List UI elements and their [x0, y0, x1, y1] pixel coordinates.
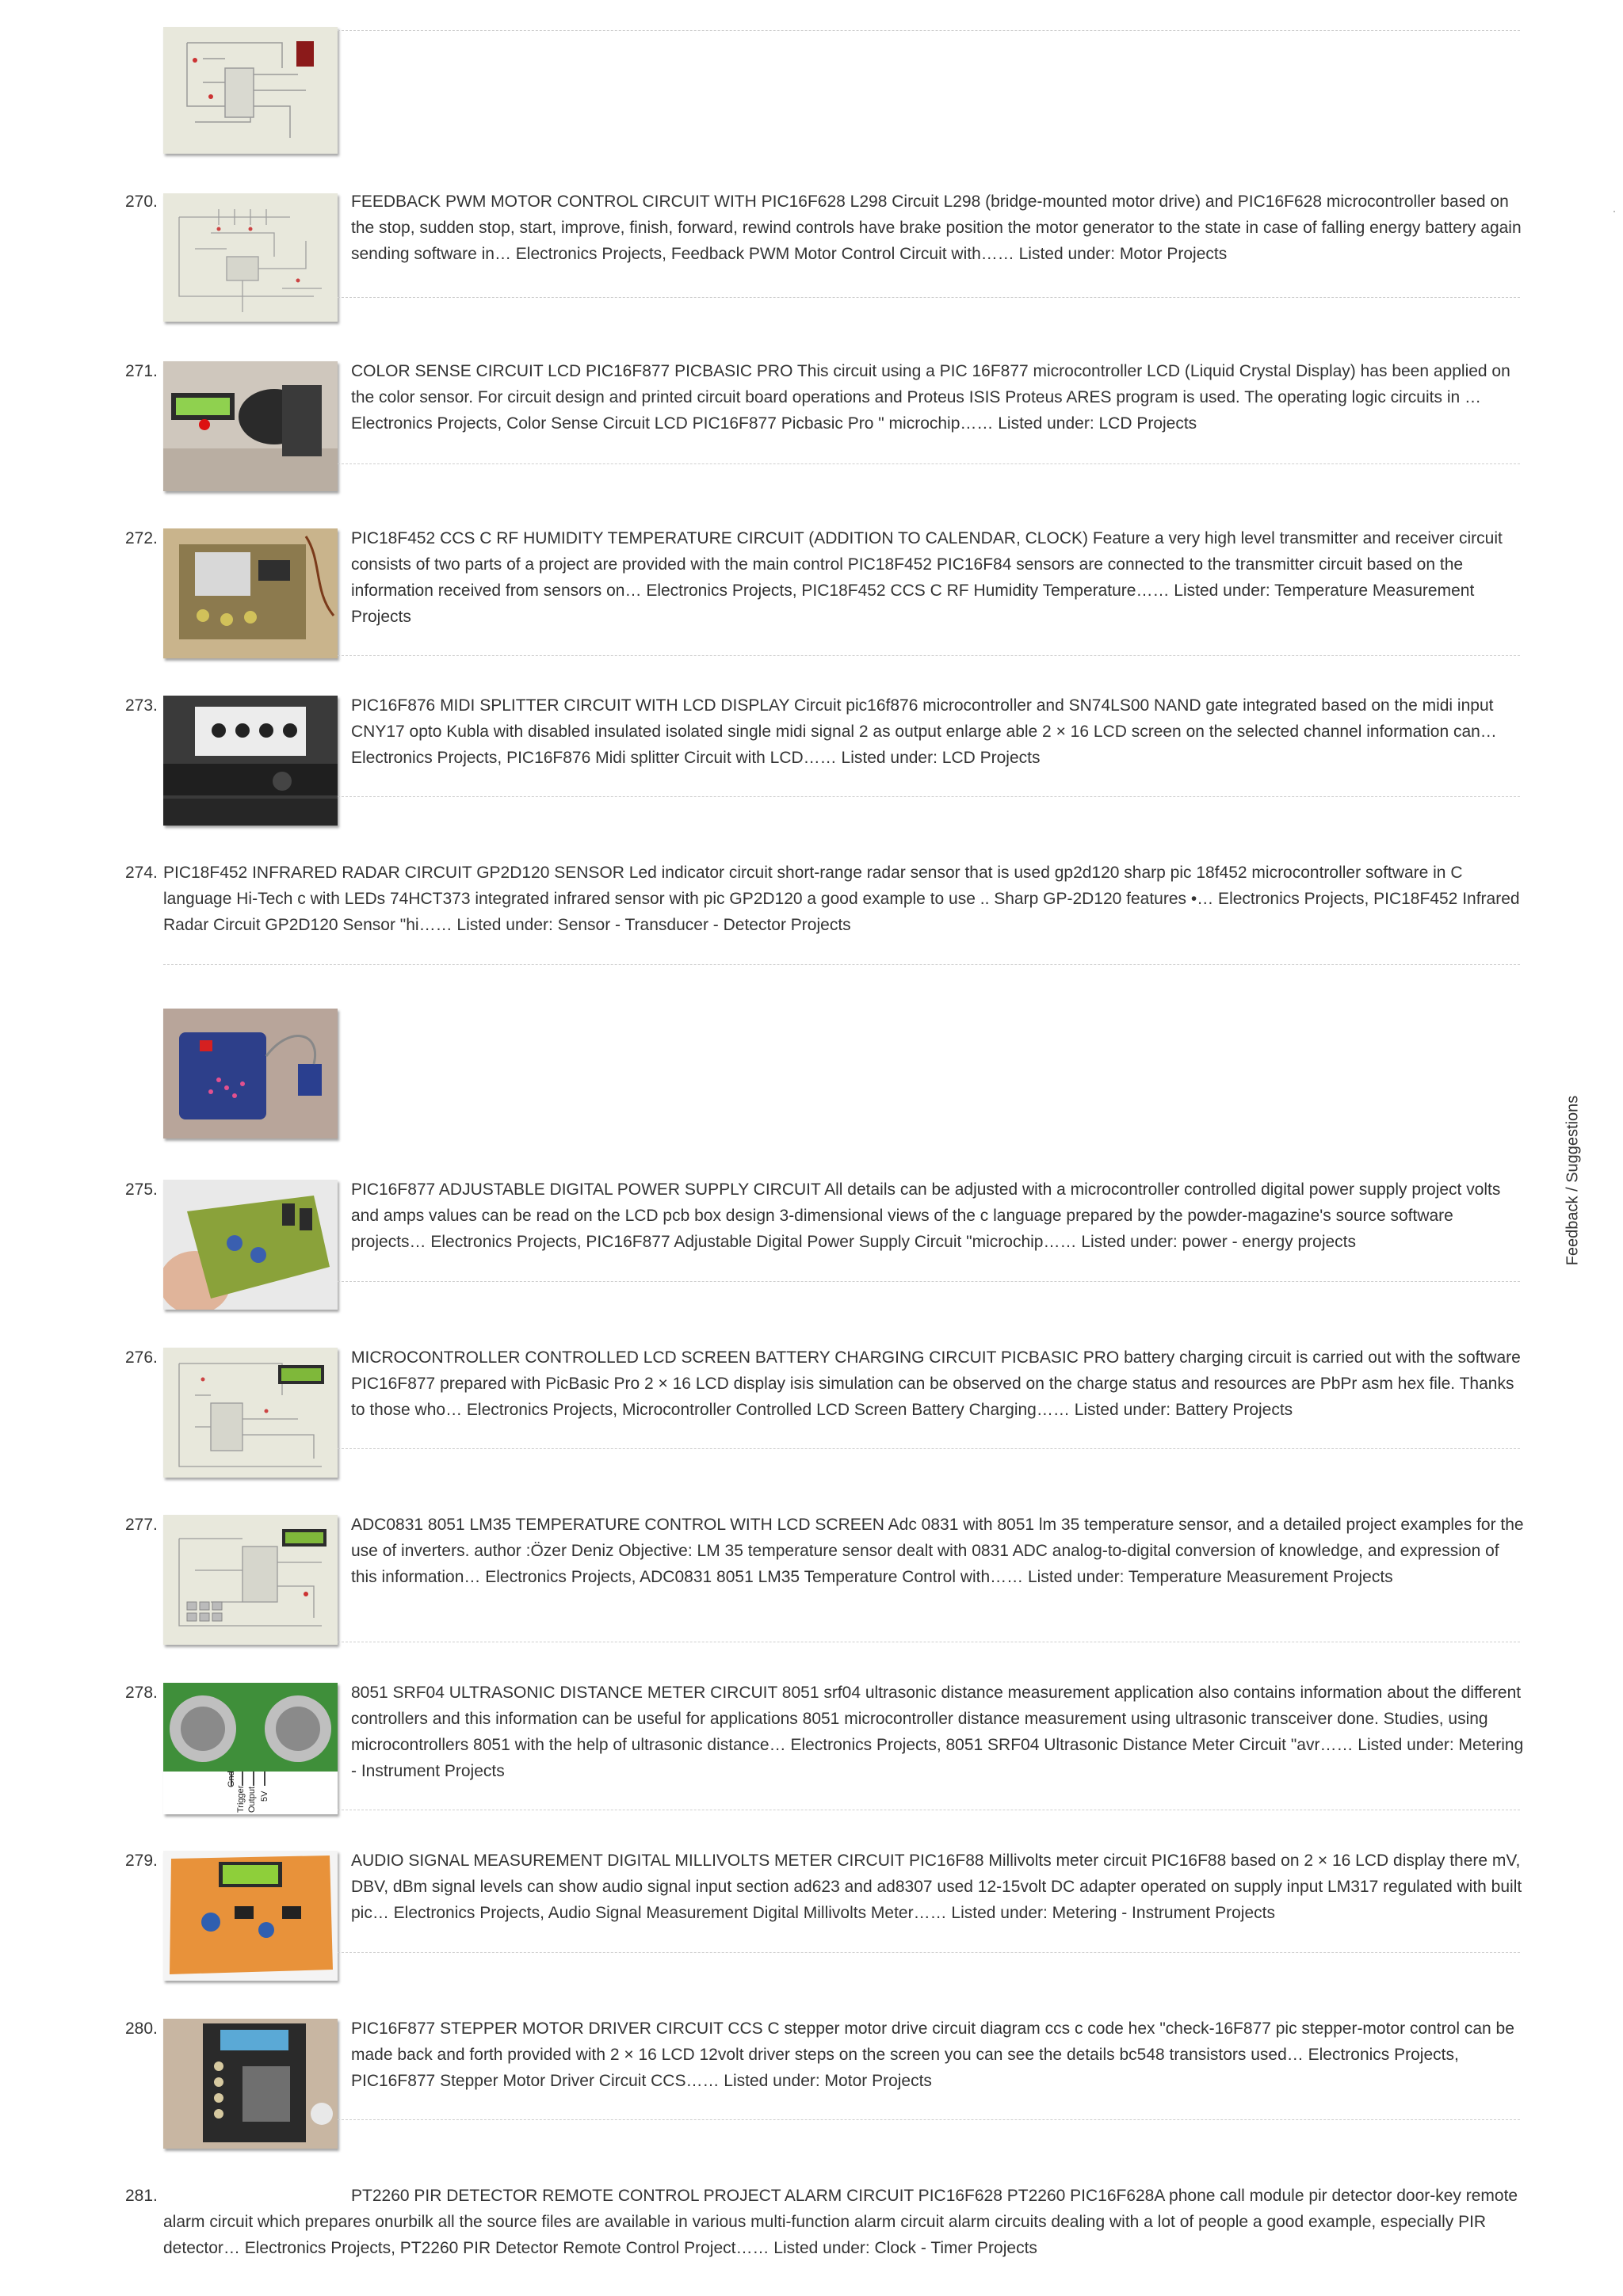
pin-label: 5V [260, 1791, 269, 1802]
item-description[interactable]: PIC16F877 ADJUSTABLE DIGITAL POWER SUPPLY CIRCUIT All details can be adjusted with a microcontroller controlled digital power supply project volts and amps values can be read on the LCD pcb box design 3-dimensional views of the c language prepared by the powder-magazine's source software projects… Electronics Projects, PIC16F877 Adjustable Digital Power Supply Circuit "microchip…… Listed under: power - energy projects [351, 1180, 1501, 1251]
item-number: 278. [125, 1684, 158, 1702]
decorative-dot [1613, 211, 1615, 212]
item-description[interactable]: COLOR SENSE CIRCUIT LCD PIC16F877 PICBASIC PRO This circuit using a PIC 16F877 microcontroller LCD (Liquid Crystal Display) has been applied on the color sensor. For circuit design and printed circuit board operations and Proteus ISIS Proteus ARES program is used. The operating logic circuits in … Electronics Projects, Color Sense Circuit LCD PIC16F877 Picbasic Pro " microchip…… Listed under: LCD Projects [351, 362, 1510, 433]
pcb-photo-thumbnail-icon[interactable] [163, 528, 338, 658]
item-description[interactable]: PIC18F452 INFRARED RADAR CIRCUIT GP2D120 SENSOR Led indicator circuit short-range radar sensor that is used gp2d120 sharp pic 18f452 microcontroller software in C language Hi-Tech c with LEDs 74HCT373 integrated infrared sensor with pic GP2D120 a good example to use .. Sharp GP-2D120 features •… Electronics Projects, PIC18F452 Infrared Radar Circuit GP2D120 Sensor "hi…… Listed under: Sensor - Transducer - Detector Projects [163, 864, 1520, 934]
divider [338, 1448, 1520, 1449]
item-number: 280. [125, 2019, 158, 2038]
item-number: 277. [125, 1516, 158, 1534]
item-number: 271. [125, 362, 158, 380]
item-description[interactable]: MICROCONTROLLER CONTROLLED LCD SCREEN BATTERY CHARGING CIRCUIT PICBASIC PRO battery charging circuit is carried out with the software PIC16F877 prepared with PicBasic Pro 2 × 16 LCD display isis simulation can be observed on the charge status and resources are PbPr asm hex file. Thanks to those who… Electronics Projects, Microcontroller Controlled LCD Screen Battery Charging…… Listed under: Battery Projects [351, 1348, 1521, 1419]
item-number: 273. [125, 696, 158, 715]
device-photo-thumbnail-icon[interactable] [163, 696, 338, 826]
lcd-photo-thumbnail-icon[interactable] [163, 361, 338, 491]
radar-photo-thumbnail-icon[interactable] [163, 1009, 338, 1138]
divider [338, 30, 1520, 31]
ultrasonic-sensor-thumbnail-icon[interactable] [163, 1683, 338, 1814]
schematic-thumbnail-icon[interactable] [163, 1348, 338, 1478]
divider [338, 1281, 1520, 1282]
divider [338, 2119, 1520, 2120]
item-number: 281. [125, 2187, 158, 2205]
schematic-thumbnail-icon[interactable] [163, 27, 338, 154]
schematic-thumbnail-icon[interactable] [163, 1515, 338, 1645]
item-description[interactable]: ADC0831 8051 LM35 TEMPERATURE CONTROL WITH LCD SCREEN Adc 0831 with 8051 lm 35 temperature sensor, and a detailed project examples for the use of inverters. author :Özer Deniz Objective: LM 35 temperature sensor dealt with 0831 ADC analog-to-digital conversion of knowledge, and expression of this information… Electronics Projects, ADC0831 8051 LM35 Temperature Control with…… Listed under: Temperature Measurement Projects [351, 1516, 1524, 1586]
feedback-tab[interactable] [1553, 1077, 1593, 1283]
item-number: 276. [125, 1348, 158, 1367]
pcb-hand-photo-thumbnail-icon[interactable] [163, 1180, 338, 1310]
divider [338, 463, 1520, 464]
item-number: 274. [125, 864, 158, 882]
item-description[interactable]: AUDIO SIGNAL MEASUREMENT DIGITAL MILLIVOLTS METER CIRCUIT PIC16F88 Millivolts meter circuit PIC16F88 based on 2 × 16 LCD display there mV, DBV, dBm signal levels can show audio signal input section ad623 and ad8307 used 12-15volt DC adapter operated on supply input LM317 regulated with built pic… Electronics Projects, Audio Signal Measurement Digital Millivolts Meter…… Listed under: Metering - Instrument Projects [351, 1852, 1522, 1922]
item-number: 272. [125, 529, 158, 547]
item-description[interactable]: PIC18F452 CCS C RF HUMIDITY TEMPERATURE CIRCUIT (ADDITION TO CALENDAR, CLOCK) Feature a very high level transmitter and receiver circuit consists of two parts of a project are provided with the main control PIC18F452 PIC16F84 sensors are connected to the transmitter circuit based on the information received from sensors on… Electronics Projects, PIC18F452 CCS C RF Humidity Temperature…… Listed under: Temperature Measurement Projects [351, 529, 1503, 626]
feedback-label[interactable]: Feedback / Suggestions [1564, 1095, 1582, 1266]
item-description[interactable]: PT2260 PIR DETECTOR REMOTE CONTROL PROJECT ALARM CIRCUIT PIC16F628 PT2260 PIC16F628A phone call module pir detector door-key remote alarm circuit which prepares onurbilk all the source files are available in various multi-function alarm circuit alarm circuits dealing with a lot of people a good example, especially PIR detector… Electronics Projects, PT2260 PIR Detector Remote Control Project…… Listed under: Clock - Timer Projects [163, 2187, 1518, 2257]
item-description[interactable]: 8051 SRF04 ULTRASONIC DISTANCE METER CIRCUIT 8051 srf04 ultrasonic distance measurement application also contains information about the different controllers and this information can be useful for applications 8051 microcontroller distance measurement using ultrasonic transceiver done. Studies, using microcontrollers 8051 with the help of ultrasonic distance… Electronics Projects, 8051 SRF04 Ultrasonic Distance Meter Circuit "avr…… Listed under: Metering - Instrument Projects [351, 1684, 1524, 1780]
item-description[interactable]: PIC16F877 STEPPER MOTOR DRIVER CIRCUIT CCS C stepper motor drive circuit diagram ccs c code hex "check-16F877 pic stepper-motor control can be made back and forth provided with 2 × 16 LCD 12volt driver steps on the screen you can see the details bc548 transistors used… Electronics Projects, PIC16F877 Stepper Motor Driver Circuit CCS…… Listed under: Motor Projects [351, 2019, 1514, 2090]
schematic-thumbnail-icon[interactable] [163, 193, 338, 322]
divider [338, 297, 1520, 298]
item-description[interactable]: FEEDBACK PWM MOTOR CONTROL CIRCUIT WITH PIC16F628 L298 Circuit L298 (bridge-mounted motor drive) and PIC16F628 microcontroller based on the stop, sudden stop, start, improve, finish, forward, rewind controls have brake position the motor generator to the state in case of falling energy battery again sending software in… Electronics Projects, Feedback PWM Motor Control Circuit with…… Listed under: Motor Projects [351, 193, 1522, 263]
divider [338, 655, 1520, 656]
orange-pcb-thumbnail-icon[interactable] [163, 1851, 338, 1981]
divider [163, 964, 1520, 965]
item-number: 275. [125, 1180, 158, 1199]
item-number: 279. [125, 1852, 158, 1870]
divider [338, 796, 1520, 797]
pin-label: Output [247, 1786, 257, 1813]
item-number: 270. [125, 193, 158, 211]
pin-label: Trigger [236, 1785, 246, 1813]
divider [338, 1952, 1520, 1953]
item-description[interactable]: PIC16F876 MIDI SPLITTER CIRCUIT WITH LCD DISPLAY Circuit pic16f876 microcontroller and SN74LS00 NAND gate integrated based on the midi input CNY17 opto Kubla with disabled insulated isolated single midi signal 2 as output enlarge able 2 × 16 LCD screen on the selected channel information can… Electronics Projects, PIC16F876 Midi splitter Circuit with LCD…… Listed under: LCD Projects [351, 696, 1497, 767]
pin-label: Gnd [227, 1771, 236, 1787]
stepper-board-thumbnail-icon[interactable] [163, 2019, 338, 2149]
